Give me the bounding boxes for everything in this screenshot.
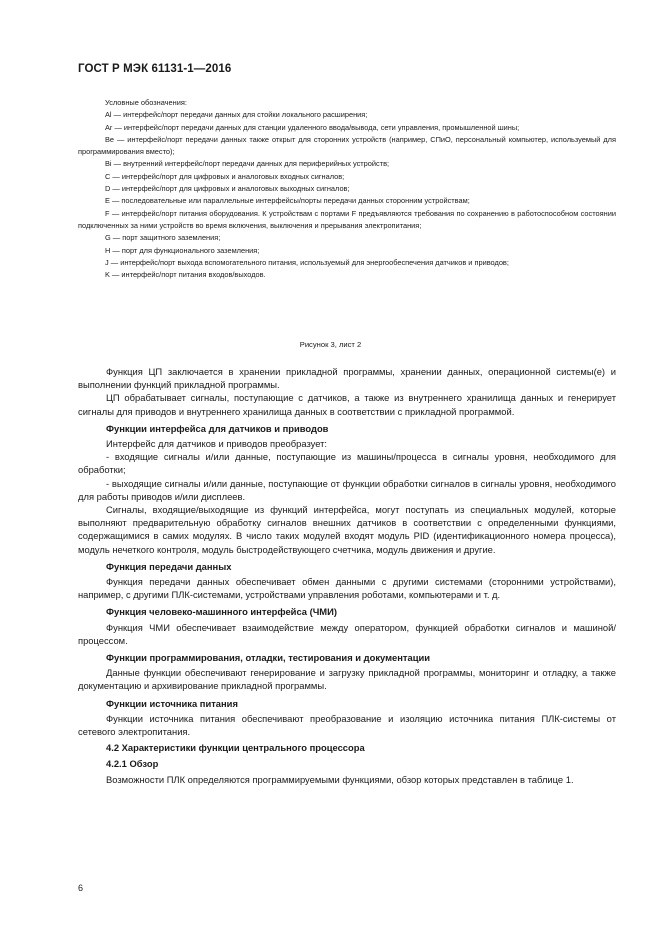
section-heading: Функция передачи данных — [106, 560, 232, 572]
section-heading: Функции интерфейса для датчиков и приводов — [106, 422, 329, 434]
list-item: - входящие сигналы и/или данные, поступающие из машины/процесса в сигналы уровня, необходимого для обработки; — [78, 451, 616, 476]
page-number: 6 — [78, 883, 84, 893]
legend-item-be: Be — интерфейс/порт передачи данных также открыт для сторонних устройств (например, CПиО, персональный компьютер, используемый для программирования вместо); — [78, 134, 616, 157]
legend-item-c: C — интерфейс/порт для цифровых и аналоговых входных сигналов; — [105, 171, 345, 181]
body-text — [78, 365, 616, 786]
legend-item-d: D — интерфейс/порт для цифровых и аналоговых выходных сигналов; — [105, 184, 350, 194]
legend-item-j: J — интерфейс/порт выхода вспомогательного питания, используемый для энергообеспечения датчиков и приводов; — [105, 257, 509, 267]
paragraph: Данные функции обеспечивают генерирование и загрузку прикладной программы, мониторинг и отладку, а также документацию и архивирование прикладной программы. — [78, 667, 616, 692]
paragraph: Функция ЧМИ обеспечивает взаимодействие между оператором, функцией обработки сигналов и машиной/процессом. — [78, 621, 616, 646]
legend-item-e: E — последовательные или параллельные интерфейсы/порты передачи данных сторонним устройствам; — [105, 196, 470, 206]
list-item: - выходящие сигналы и/или данные, поступающие от функции обработки сигналов в сигналы уровня, необходимого для работы приводов и/или дисплеев. — [78, 477, 616, 502]
legend-item-bi: Bi — внутренний интерфейс/порт передачи данных для периферийных устройств; — [105, 159, 390, 169]
paragraph: Функция передачи данных обеспечивает обмен данными с другими системами (сторонними устройствами), например, с другими ПЛК-системами, устройствами управления роботами, компьютерами и т. д. — [78, 576, 616, 601]
legend-item-al: Al — интерфейс/порт передачи данных для стойки локального расширения; — [105, 110, 368, 120]
subsection-heading: 4.2.1 Обзор — [106, 758, 159, 770]
document-header: ГОСТ Р МЭК 61131-1—2016 — [78, 63, 232, 75]
section-heading: Функция человеко-машинного интерфейса (ЧМИ) — [106, 606, 337, 618]
legend-item-g: G — порт защитного заземления; — [105, 233, 221, 243]
paragraph: Функции источника питания обеспечивают преобразование и изоляцию источника питания ПЛК-системы от сетевого электропитания. — [78, 712, 616, 738]
legend-item-k: K — интерфейс/порт питания входов/выходов. — [105, 270, 266, 280]
legend-title: Условные обозначения: — [105, 98, 187, 107]
legend-item-h: H — порт для функционального заземления; — [105, 245, 260, 255]
paragraph: Возможности ПЛК определяются программируемыми функциями, обзор которых представлен в таблице 1. — [106, 773, 574, 785]
paragraph: Интерфейс для датчиков и приводов преобразует: — [106, 438, 328, 450]
paragraph: Сигналы, входящие/выходящие из функций интерфейса, могут поступать из специальных модулей, которые выполняют предварительную обработку сигналов внешних датчиков в соответствии с определенными функциями, содержащимися в самих модулях. В число таких модулей входят модуль PID (идентификационного номера процесса), модуль нечеткого контроля, модуль быстродействующего счетчика, модуль движения и другие. — [78, 504, 616, 555]
section-heading: Функции программирования, отладки, тестирования и документации — [106, 652, 431, 664]
subsection-heading: 4.2 Характеристики функции центрального процессора — [106, 742, 365, 754]
figure-caption: Рисунок 3, лист 2 — [299, 340, 362, 349]
paragraph: ЦП обрабатывает сигналы, поступающие с датчиков, а также из внутреннего хранилища данных и генерирует сигналы для приводов и внутреннего хранилища данных в соответствии с прикладной программой. — [78, 392, 616, 417]
legend-item-f: F — интерфейс/порт питания оборудования. К устройствам с портами F предъявляются требования по сохранению в работоспособном состоянии подключенных за ними устройств во время включения, выключения и прерывания электропитания; — [78, 208, 616, 230]
paragraph: Функция ЦП заключается в хранении прикладной программы, хранении данных, операционной системы(е) и выполнении функций прикладной программы. — [78, 366, 616, 391]
section-heading: Функции источника питания — [106, 697, 238, 709]
legend-item-ar: Ar — интерфейс/порт передачи данных для станции удаленного ввода/вывода, сети управления, промышленной шины; — [105, 122, 520, 132]
figure-legend — [78, 97, 616, 281]
